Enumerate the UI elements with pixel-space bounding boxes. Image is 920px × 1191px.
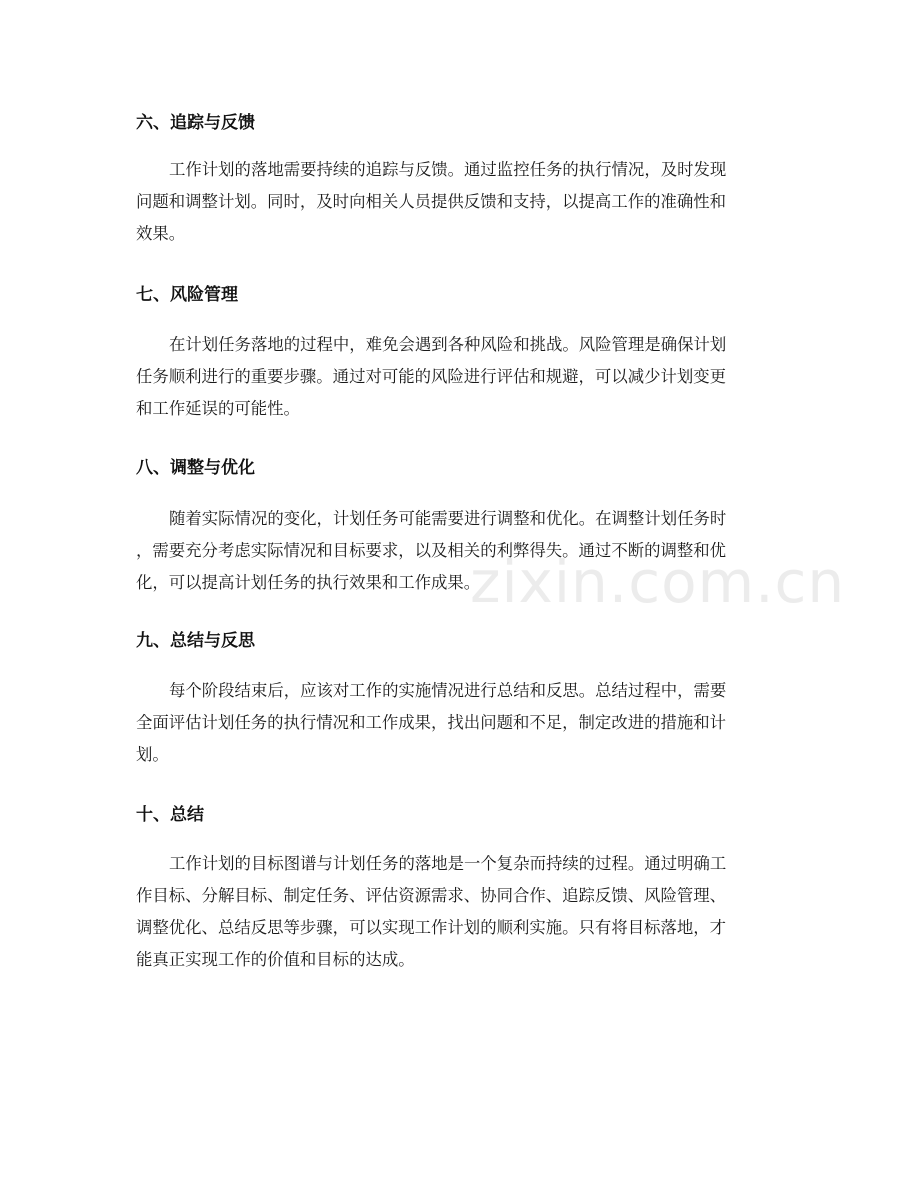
paragraph-line: 问题和调整计划。同时，及时向相关人员提供反馈和支持，以提高工作的准确性和 [136, 192, 727, 211]
paragraph-line: 效果。 [136, 224, 186, 243]
section-paragraph-8 [136, 503, 788, 599]
section-paragraph-9 [136, 675, 788, 771]
paragraph-line: 任务顺利进行的重要步骤。通过对可能的风险进行评估和规避，可以减少计划变更 [136, 367, 727, 386]
paragraph-line: 工作计划的落地需要持续的追踪与反馈。通过监控任务的执行情况，及时发现 [169, 160, 727, 179]
paragraph-line: 划。 [136, 745, 169, 764]
paragraph-line: 在计划任务落地的过程中，难免会遇到各种风险和挑战。风险管理是确保计划 [169, 335, 727, 354]
section-heading-7: 七、风险管理 [136, 285, 238, 305]
section-paragraph-10 [136, 848, 788, 976]
paragraph-line: 每个阶段结束后，应该对工作的实施情况进行总结和反思。总结过程中，需要 [169, 681, 727, 700]
paragraph-line: ，需要充分考虑实际情况和目标要求，以及相关的利弊得失。通过不断的调整和优 [136, 541, 727, 560]
section-heading-9: 九、总结与反思 [136, 631, 255, 651]
paragraph-line: 工作计划的目标图谱与计划任务的落地是一个复杂而持续的过程。通过明确工 [169, 854, 727, 873]
section-heading-6: 六、追踪与反馈 [136, 113, 255, 133]
section-heading-8: 八、调整与优化 [136, 458, 255, 478]
paragraph-line: 作目标、分解目标、制定任务、评估资源需求、协同合作、追踪反馈、风险管理、 [136, 886, 727, 905]
section-paragraph-7 [136, 329, 788, 425]
section-paragraph-6 [136, 154, 788, 250]
paragraph-line: 能真正实现工作的价值和目标的达成。 [136, 950, 415, 969]
watermark: zixin.com.cn [470, 548, 846, 616]
paragraph-line: 全面评估计划任务的执行情况和工作成果，找出问题和不足，制定改进的措施和计 [136, 713, 727, 732]
paragraph-line: 化，可以提高计划任务的执行效果和工作成果。 [136, 573, 481, 592]
paragraph-line: 随着实际情况的变化，计划任务可能需要进行调整和优化。在调整计划任务时 [169, 509, 727, 528]
paragraph-line: 和工作延误的可能性。 [136, 399, 300, 418]
paragraph-line: 调整优化、总结反思等步骤，可以实现工作计划的顺利实施。只有将目标落地，才 [136, 918, 727, 937]
section-heading-10: 十、总结 [136, 805, 204, 825]
